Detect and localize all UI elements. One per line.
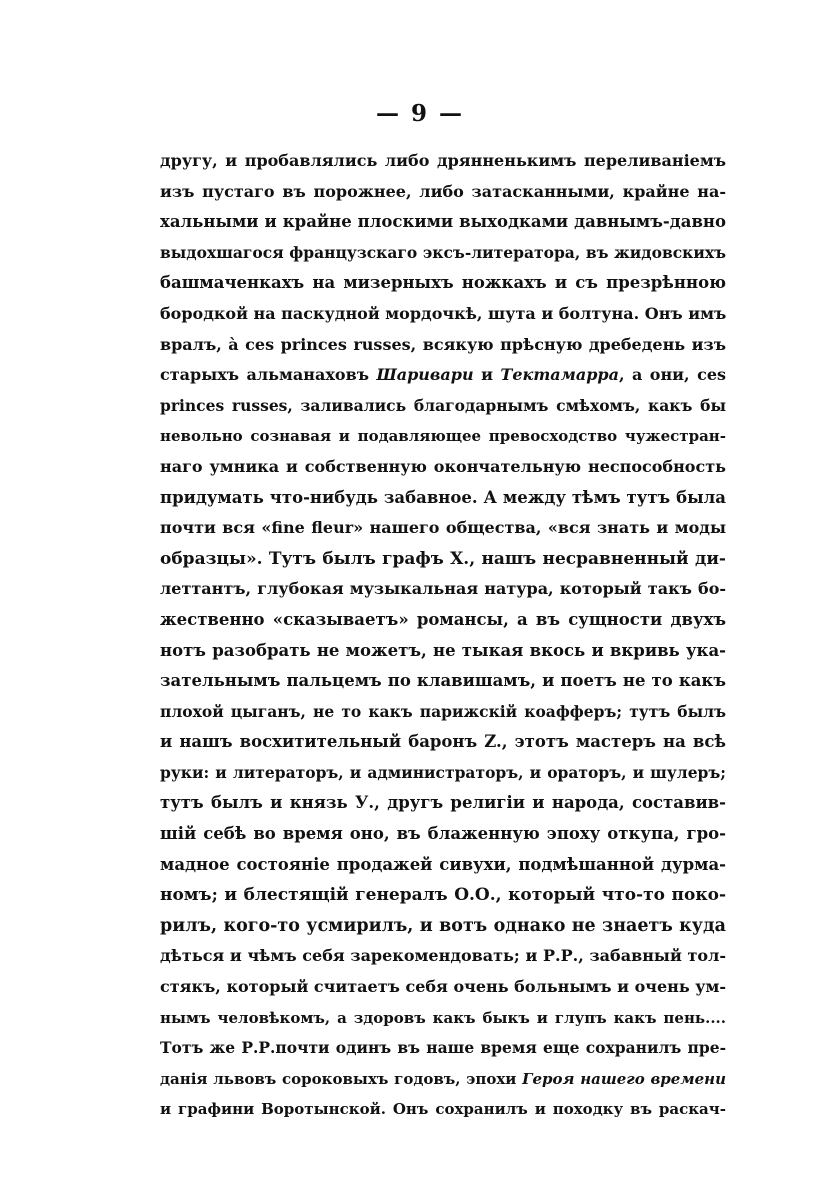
text-line: зательнымъ пальцемъ по клавишамъ, и поетъ не то какъ [160,671,726,691]
text-line: придумать что-нибудь забавное. А между тѣмъ тутъ была [160,487,726,507]
text-segment: и [473,365,501,385]
text-line: дѣться и чѣмъ себя зарекомендовать; и Р.Р., забавный тол- [160,946,726,966]
text-line: выдохшагося французскаго эксъ-литератора, въ жидовскихъ [160,242,726,262]
text-line: невольно сознавая и подавляющее превосходство чужестран- [160,427,726,446]
text-segment: , а они, ces [618,365,727,385]
text-segment: старыхъ альманаховъ [160,365,377,385]
text-line: princes russes, заливались благодарнымъ смѣхомъ, какъ бы [160,395,726,415]
text-line: жественно «сказываетъ» романсы, а въ сущности двухъ [160,609,726,629]
text-line: образцы». Тутъ былъ графъ Х., нашъ несравненный ди- [160,548,726,569]
text-line: вралъ, à ces princes russes, всякую прѣсную дребедень изъ [160,334,726,354]
text-line: плохой цыганъ, не то какъ парижскій коафферъ; тутъ былъ [160,701,726,721]
text-line: тутъ былъ и князь У., другъ религіи и народа, составив- [160,793,726,813]
text-line: хальными и крайне плоскими выходками давнымъ-давно [160,212,726,232]
italic-title: Тектамарра [500,365,619,385]
text-segment: данія львовъ сороковыхъ годовъ, эпохи [160,1069,523,1088]
text-line: башмаченкахъ на мизерныхъ ножкахъ и съ презрѣнною [160,273,726,293]
text-line: нотъ разобрать не можетъ, не тыкая вкось и вкривь ука- [160,640,726,660]
text-line: нымъ человѣкомъ, а здоровъ какъ быкъ и глупъ какъ пень.... [160,1008,726,1027]
text-line: шій себѣ во время оно, въ блаженную эпоху откупа, гро- [160,824,726,844]
text-line: почти вся «fine fleur» нашего общества, «вся знать и моды [160,518,726,538]
text-line: номъ; и блестящій генералъ О.О., который что-то поко- [160,885,726,906]
body-text [160,146,726,1125]
text-line: изъ пустаго въ порожнее, либо затасканными, крайне на- [160,181,726,201]
text-line: бородкой на паскудной мордочкѣ, шута и болтуна. Онъ имъ [160,303,727,323]
text-line: стякъ, который считаетъ себя очень больнымъ и очень ум- [160,977,727,997]
text-line: и нашъ восхитительный баронъ Z., этотъ мастеръ на всѣ [160,732,726,752]
text-line [160,360,726,391]
text-line: и графини Воротынской. Онъ сохранилъ и походку въ раскач- [160,1100,726,1119]
text-line: Тотъ же Р.Р.почти одинъ въ наше время еще сохранилъ пре- [160,1038,726,1058]
text-line: мадное состояніе продажей сивухи, подмѣшанной дурма- [160,854,726,874]
text-line: наго умника и собственную окончательную неспособность [160,456,726,476]
text-line [160,1064,726,1095]
text-line: другу, и пробавлялись либо дрянненькимъ переливаніемъ [160,151,726,170]
text-line: леттантъ, глубокая музыкальная натура, который такъ бо- [160,579,726,599]
italic-title: Героя нашего времени [522,1069,726,1088]
text-line: рилъ, кого-то усмирилъ, и вотъ однако не знаетъ куда [160,915,726,936]
page-number: — 9 — [375,100,465,127]
italic-title: Шаривари [376,365,474,385]
text-line: руки: и литераторъ, и администраторъ, и ораторъ, и шулеръ; [160,762,726,782]
